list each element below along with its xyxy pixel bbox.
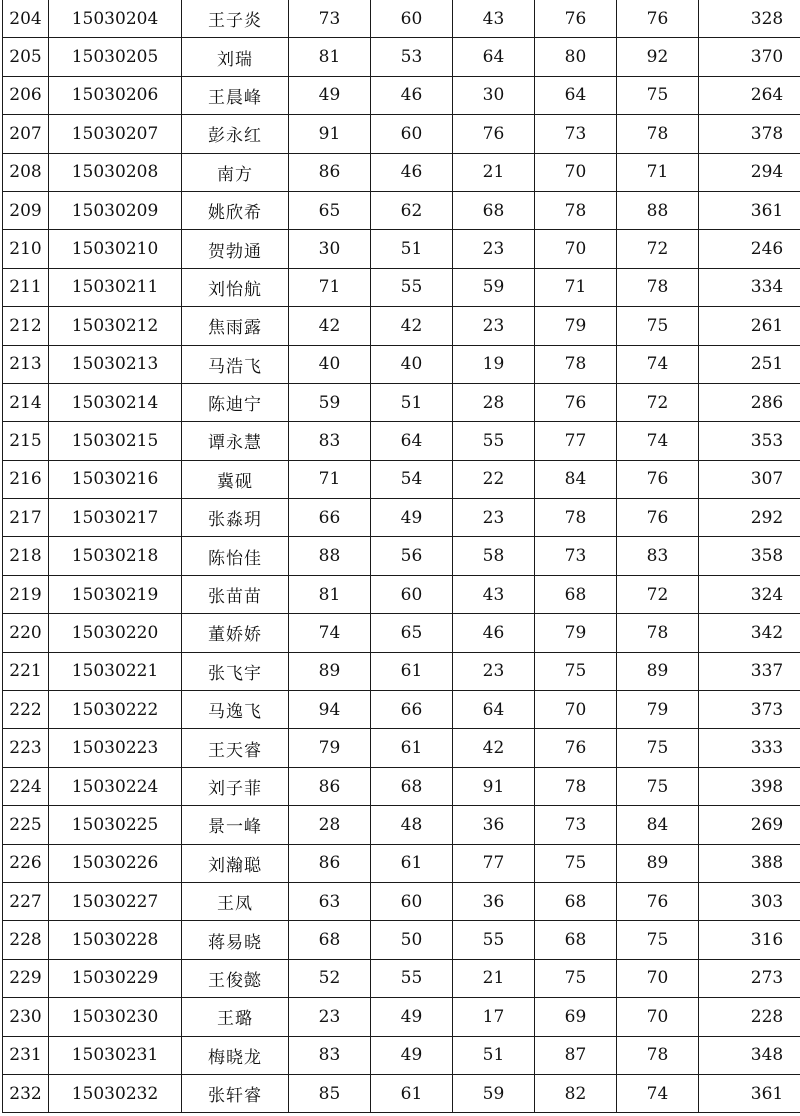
score-cell: 65 [371,614,453,652]
student-id-cell: 15030231 [49,1036,182,1074]
score-cell: 60 [371,115,453,153]
score-cell: 85 [289,1074,371,1112]
score-cell: 68 [289,921,371,959]
score-cell: 86 [289,844,371,882]
student-name-cell: 谭永慧 [182,422,289,460]
score-cell: 76 [535,0,617,38]
student-name-cell: 陈迪宁 [182,383,289,421]
score-cell: 75 [617,76,699,114]
student-name-cell: 王凤 [182,882,289,920]
score-cell: 78 [617,115,699,153]
total-score-cell: 246 [699,230,800,268]
table-row [3,0,800,38]
score-cell: 79 [535,307,617,345]
student-id-cell: 15030216 [49,460,182,498]
row-number-cell: 227 [3,882,49,920]
score-cell: 71 [617,153,699,191]
score-cell: 76 [453,115,535,153]
score-cell: 42 [371,307,453,345]
score-cell: 86 [289,153,371,191]
table-row [3,115,800,153]
total-score-cell: 353 [699,422,800,460]
score-cell: 76 [617,499,699,537]
total-score-cell: 303 [699,882,800,920]
row-number-cell: 222 [3,691,49,729]
row-number-cell: 224 [3,767,49,805]
score-cell: 79 [289,729,371,767]
row-number-cell: 229 [3,959,49,997]
total-score-cell: 333 [699,729,800,767]
row-number-cell: 223 [3,729,49,767]
score-cell: 72 [617,575,699,613]
row-number-cell: 212 [3,307,49,345]
score-cell: 71 [535,268,617,306]
student-id-cell: 15030218 [49,537,182,575]
score-cell: 73 [535,115,617,153]
score-cell: 71 [289,268,371,306]
total-score-cell: 358 [699,537,800,575]
score-cell: 89 [289,652,371,690]
student-id-cell: 15030228 [49,921,182,959]
score-cell: 91 [289,115,371,153]
score-cell: 75 [535,959,617,997]
score-cell: 86 [289,767,371,805]
score-cell: 94 [289,691,371,729]
table-row [3,345,800,383]
table-row [3,921,800,959]
score-cell: 68 [453,191,535,229]
score-cell: 78 [535,499,617,537]
score-cell: 82 [535,1074,617,1112]
total-score-cell: 261 [699,307,800,345]
score-cell: 59 [453,268,535,306]
score-cell: 60 [371,0,453,38]
score-cell: 79 [535,614,617,652]
score-cell: 23 [453,499,535,537]
score-cell: 30 [453,76,535,114]
score-cell: 91 [453,767,535,805]
score-cell: 49 [371,499,453,537]
score-cell: 74 [289,614,371,652]
table-row [3,882,800,920]
score-cell: 83 [289,422,371,460]
score-cell: 64 [535,76,617,114]
total-score-cell: 324 [699,575,800,613]
total-score-cell: 251 [699,345,800,383]
score-cell: 73 [535,537,617,575]
score-cell: 61 [371,1074,453,1112]
score-cell: 46 [453,614,535,652]
student-name-cell: 王晨峰 [182,76,289,114]
row-number-cell: 204 [3,0,49,38]
total-score-cell: 286 [699,383,800,421]
score-cell: 40 [371,345,453,383]
score-cell: 55 [371,268,453,306]
score-cell: 76 [617,460,699,498]
score-cell: 78 [535,345,617,383]
score-cell: 19 [453,345,535,383]
score-cell: 75 [535,844,617,882]
row-number-cell: 225 [3,806,49,844]
score-cell: 28 [453,383,535,421]
student-id-cell: 15030222 [49,691,182,729]
score-cell: 63 [289,882,371,920]
score-cell: 23 [453,652,535,690]
row-number-cell: 218 [3,537,49,575]
score-cell: 61 [371,844,453,882]
table-row [3,460,800,498]
student-id-cell: 15030212 [49,307,182,345]
table-row [3,537,800,575]
score-cell: 60 [371,575,453,613]
score-cell: 81 [289,575,371,613]
score-cell: 40 [289,345,371,383]
score-cell: 49 [289,76,371,114]
student-id-cell: 15030205 [49,38,182,76]
student-id-cell: 15030226 [49,844,182,882]
total-score-cell: 307 [699,460,800,498]
student-name-cell: 张苗苗 [182,575,289,613]
table-row [3,844,800,882]
total-score-cell: 361 [699,191,800,229]
student-name-cell: 马浩飞 [182,345,289,383]
table-row [3,191,800,229]
total-score-cell: 264 [699,76,800,114]
student-name-cell: 陈怡佳 [182,537,289,575]
total-score-cell: 328 [699,0,800,38]
row-number-cell: 230 [3,998,49,1036]
score-cell: 78 [617,614,699,652]
score-cell: 71 [289,460,371,498]
score-cell: 68 [535,575,617,613]
total-score-cell: 348 [699,1036,800,1074]
table-row [3,767,800,805]
student-id-cell: 15030224 [49,767,182,805]
score-cell: 49 [371,1036,453,1074]
table-row [3,691,800,729]
table-row [3,76,800,114]
score-cell: 49 [371,998,453,1036]
row-number-cell: 220 [3,614,49,652]
total-score-cell: 294 [699,153,800,191]
score-cell: 68 [535,882,617,920]
row-number-cell: 231 [3,1036,49,1074]
row-number-cell: 232 [3,1074,49,1112]
table-row [3,998,800,1036]
row-number-cell: 221 [3,652,49,690]
score-cell: 75 [617,307,699,345]
score-cell: 69 [535,998,617,1036]
score-cell: 23 [453,307,535,345]
score-cell: 52 [289,959,371,997]
student-name-cell: 张飞宇 [182,652,289,690]
student-id-cell: 15030223 [49,729,182,767]
score-cell: 70 [535,230,617,268]
table-row [3,1036,800,1074]
score-cell: 76 [535,729,617,767]
table-row [3,230,800,268]
score-cell: 55 [371,959,453,997]
total-score-cell: 378 [699,115,800,153]
score-cell: 92 [617,38,699,76]
student-name-cell: 王天睿 [182,729,289,767]
score-cell: 21 [453,959,535,997]
score-cell: 36 [453,806,535,844]
student-id-cell: 15030229 [49,959,182,997]
score-cell: 55 [453,422,535,460]
student-id-cell: 15030214 [49,383,182,421]
score-cell: 70 [535,153,617,191]
table-row [3,499,800,537]
row-number-cell: 219 [3,575,49,613]
score-cell: 51 [453,1036,535,1074]
table-row [3,38,800,76]
total-score-cell: 273 [699,959,800,997]
student-name-cell: 贺勃通 [182,230,289,268]
student-id-cell: 15030207 [49,115,182,153]
student-name-cell: 王璐 [182,998,289,1036]
total-score-cell: 388 [699,844,800,882]
student-id-cell: 15030206 [49,76,182,114]
student-name-cell: 马逸飞 [182,691,289,729]
score-cell: 22 [453,460,535,498]
row-number-cell: 205 [3,38,49,76]
row-number-cell: 214 [3,383,49,421]
score-cell: 46 [371,76,453,114]
student-id-cell: 15030204 [49,0,182,38]
student-name-cell: 张淼玥 [182,499,289,537]
student-id-cell: 15030221 [49,652,182,690]
score-cell: 73 [535,806,617,844]
table-row [3,153,800,191]
student-id-cell: 15030220 [49,614,182,652]
row-number-cell: 208 [3,153,49,191]
table-row [3,307,800,345]
score-cell: 83 [289,1036,371,1074]
score-cell: 64 [453,691,535,729]
score-cell: 74 [617,422,699,460]
table-row [3,652,800,690]
row-number-cell: 226 [3,844,49,882]
score-cell: 60 [371,882,453,920]
score-cell: 56 [371,537,453,575]
score-cell: 58 [453,537,535,575]
score-cell: 84 [535,460,617,498]
score-cell: 46 [371,153,453,191]
student-name-cell: 刘瑞 [182,38,289,76]
score-cell: 78 [535,191,617,229]
score-cell: 66 [289,499,371,537]
student-id-cell: 15030217 [49,499,182,537]
table-row [3,614,800,652]
score-cell: 42 [453,729,535,767]
score-cell: 72 [617,383,699,421]
total-score-cell: 334 [699,268,800,306]
row-number-cell: 213 [3,345,49,383]
score-cell: 75 [617,767,699,805]
score-cell: 43 [453,575,535,613]
score-cell: 17 [453,998,535,1036]
student-id-cell: 15030210 [49,230,182,268]
score-cell: 89 [617,844,699,882]
score-cell: 88 [617,191,699,229]
table-row [3,383,800,421]
score-cell: 75 [535,652,617,690]
score-cell: 75 [617,729,699,767]
table-row [3,959,800,997]
student-name-cell: 刘怡航 [182,268,289,306]
table-row [3,575,800,613]
score-cell: 21 [453,153,535,191]
student-name-cell: 王子炎 [182,0,289,38]
student-id-cell: 15030227 [49,882,182,920]
total-score-cell: 337 [699,652,800,690]
student-name-cell: 姚欣希 [182,191,289,229]
score-cell: 68 [535,921,617,959]
score-cell: 78 [617,1036,699,1074]
table-row [3,729,800,767]
score-cell: 43 [453,0,535,38]
student-id-cell: 15030213 [49,345,182,383]
score-cell: 36 [453,882,535,920]
score-cell: 62 [371,191,453,229]
score-cell: 64 [371,422,453,460]
score-cell: 48 [371,806,453,844]
student-id-cell: 15030209 [49,191,182,229]
table-body [3,0,800,1113]
score-cell: 70 [617,998,699,1036]
score-cell: 53 [371,38,453,76]
row-number-cell: 217 [3,499,49,537]
table-row [3,268,800,306]
score-cell: 77 [535,422,617,460]
score-cell: 80 [535,38,617,76]
student-id-cell: 15030211 [49,268,182,306]
score-cell: 74 [617,1074,699,1112]
student-id-cell: 15030215 [49,422,182,460]
student-name-cell: 冀砚 [182,460,289,498]
student-id-cell: 15030219 [49,575,182,613]
score-cell: 64 [453,38,535,76]
student-name-cell: 刘瀚聪 [182,844,289,882]
score-cell: 78 [617,268,699,306]
student-id-cell: 15030225 [49,806,182,844]
row-number-cell: 211 [3,268,49,306]
student-name-cell: 彭永红 [182,115,289,153]
total-score-cell: 316 [699,921,800,959]
score-cell: 61 [371,652,453,690]
total-score-cell: 373 [699,691,800,729]
score-cell: 23 [289,998,371,1036]
score-cell: 88 [289,537,371,575]
row-number-cell: 216 [3,460,49,498]
score-cell: 75 [617,921,699,959]
row-number-cell: 206 [3,76,49,114]
total-score-cell: 398 [699,767,800,805]
total-score-cell: 361 [699,1074,800,1112]
score-cell: 28 [289,806,371,844]
student-id-cell: 15030230 [49,998,182,1036]
score-cell: 76 [617,882,699,920]
student-name-cell: 焦雨露 [182,307,289,345]
total-score-cell: 342 [699,614,800,652]
score-cell: 79 [617,691,699,729]
score-cell: 66 [371,691,453,729]
score-cell: 84 [617,806,699,844]
score-cell: 54 [371,460,453,498]
score-cell: 77 [453,844,535,882]
row-number-cell: 209 [3,191,49,229]
total-score-cell: 269 [699,806,800,844]
score-cell: 78 [535,767,617,805]
score-cell: 70 [617,959,699,997]
student-name-cell: 蒋易晓 [182,921,289,959]
score-cell: 68 [371,767,453,805]
score-cell: 65 [289,191,371,229]
score-cell: 23 [453,230,535,268]
score-table [2,0,800,1113]
table-row [3,806,800,844]
student-name-cell: 张轩睿 [182,1074,289,1112]
row-number-cell: 215 [3,422,49,460]
table-row [3,1074,800,1112]
table-row [3,422,800,460]
student-name-cell: 南方 [182,153,289,191]
row-number-cell: 228 [3,921,49,959]
student-name-cell: 景一峰 [182,806,289,844]
score-cell: 72 [617,230,699,268]
score-cell: 51 [371,230,453,268]
score-cell: 89 [617,652,699,690]
total-score-cell: 228 [699,998,800,1036]
total-score-cell: 370 [699,38,800,76]
student-name-cell: 董娇娇 [182,614,289,652]
score-cell: 73 [289,0,371,38]
row-number-cell: 207 [3,115,49,153]
score-cell: 59 [289,383,371,421]
score-cell: 74 [617,345,699,383]
score-cell: 61 [371,729,453,767]
student-id-cell: 15030232 [49,1074,182,1112]
student-id-cell: 15030208 [49,153,182,191]
student-name-cell: 王俊懿 [182,959,289,997]
score-cell: 87 [535,1036,617,1074]
score-cell: 83 [617,537,699,575]
row-number-cell: 210 [3,230,49,268]
score-cell: 55 [453,921,535,959]
score-cell: 76 [535,383,617,421]
score-cell: 81 [289,38,371,76]
score-cell: 30 [289,230,371,268]
student-name-cell: 梅晓龙 [182,1036,289,1074]
score-cell: 76 [617,0,699,38]
score-cell: 50 [371,921,453,959]
score-cell: 51 [371,383,453,421]
student-name-cell: 刘子菲 [182,767,289,805]
total-score-cell: 292 [699,499,800,537]
score-cell: 70 [535,691,617,729]
score-cell: 59 [453,1074,535,1112]
score-cell: 42 [289,307,371,345]
